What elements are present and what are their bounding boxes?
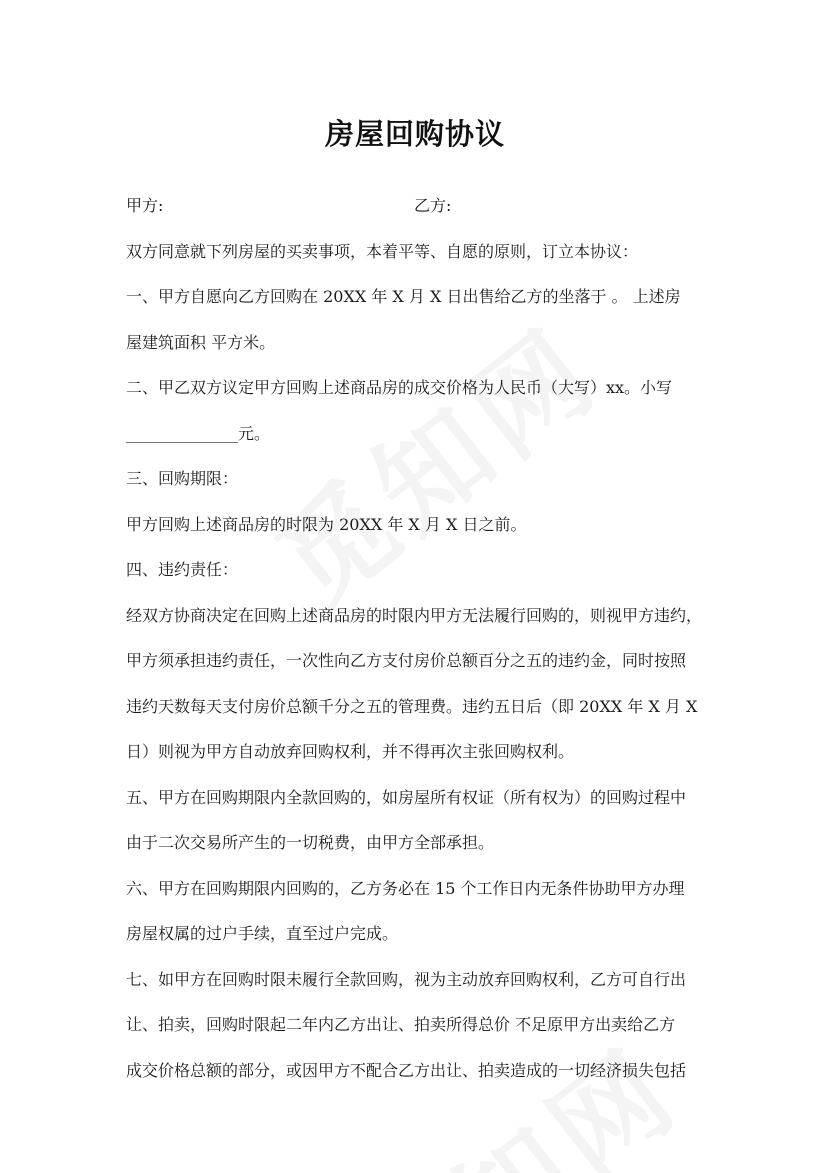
party-b-label: 乙方: bbox=[414, 196, 452, 215]
paragraph-line: 六、甲方在回购期限内回购的，乙方务必在 15 个工作日内无条件协助甲方办理 bbox=[126, 878, 685, 898]
paragraph-line: 由于二次交易所产生的一切税费，由甲方全部承担。 bbox=[126, 833, 495, 852]
paragraph-line: 甲方回购上述商品房的时限为 20XX 年 X 月 X 日之前。 bbox=[126, 514, 527, 534]
party-a-label: 甲方: bbox=[126, 196, 164, 215]
paragraph-line: 双方同意就下列房屋的买卖事项，本着平等、自愿的原则，订立本协议： bbox=[126, 241, 639, 261]
paragraph-line: 违约天数每天支付房价总额千分之五的管理费。违约五日后（即 20XX 年 X 月 X bbox=[126, 696, 698, 716]
paragraph-line: 房屋权属的过户手续，直至过户完成。 bbox=[126, 924, 399, 943]
paragraph-line: 七、如甲方在回购时限未履行全款回购，视为主动放弃回购权利，乙方可自行出 bbox=[126, 969, 687, 989]
paragraph-line: 经双方协商决定在回购上述商品房的时限内甲方无法履行回购的，则视甲方违约， bbox=[126, 605, 703, 625]
party-row bbox=[126, 189, 714, 235]
section-heading: 四、违约责任： bbox=[126, 560, 239, 579]
paragraph-line: 甲方须承担违约责任，一次性向乙方支付房价总额百分之五的违约金，同时按照 bbox=[126, 651, 687, 670]
document-body bbox=[126, 189, 714, 1099]
paragraph-line: 让、拍卖，回购时限起二年内乙方出让、拍卖所得总价 不足原甲方出卖给乙方 bbox=[126, 1015, 676, 1034]
document-title: 房屋回购协议 bbox=[324, 117, 505, 151]
paragraph-line: 五、甲方在回购期限内全款回购的，如房屋所有权证（所有权为）的回购过程中 bbox=[126, 787, 687, 807]
paragraph-line: 成交价格总额的部分，或因甲方不配合乙方出让、拍卖造成的一切经济损失包括 bbox=[126, 1060, 687, 1080]
paragraph-line: 一、甲方自愿向乙方回购在 20XX 年 X 月 X 日出售给乙方的坐落于 。 上述房 bbox=[126, 287, 681, 306]
paragraph-line: 二、甲乙双方议定甲方回购上述商品房的成交价格为人民币（大写）xx。小写 bbox=[126, 378, 673, 397]
paragraph-line: 屋建筑面积 平方米。 bbox=[126, 332, 276, 352]
paragraph-line: ______________元。 bbox=[126, 423, 271, 443]
section-heading: 三、回购期限： bbox=[126, 469, 239, 488]
paragraph-line: 日）则视为甲方自动放弃回购权利，并不得再次主张回购权利。 bbox=[126, 742, 575, 761]
